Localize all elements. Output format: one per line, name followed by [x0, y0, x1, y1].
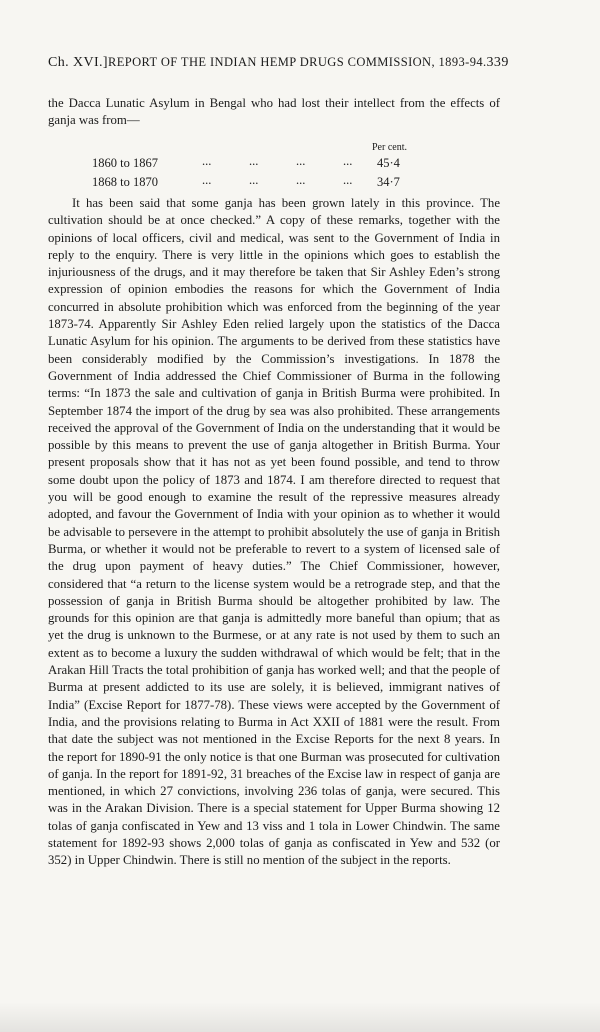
stat-row	[92, 156, 472, 172]
stat-row	[92, 175, 472, 191]
scan-shadow	[0, 1002, 600, 1032]
stat-value: 34·7	[377, 175, 400, 189]
percent-column-header: Per cent.	[372, 142, 407, 153]
stat-period: 1868 to 1870	[92, 175, 158, 189]
intro-paragraph: the Dacca Lunatic Asylum in Bengal who had lost their intellect from the effects of ganja was from—	[48, 96, 500, 127]
running-header	[48, 55, 509, 71]
report-title: REPORT OF THE INDIAN HEMP DRUGS COMMISSION, 1893-94.	[107, 55, 487, 69]
stat-period: 1860 to 1867	[92, 156, 158, 170]
chapter-label: Ch. XVI.]	[48, 55, 108, 70]
page-number: 339	[486, 55, 509, 70]
leader-dots: ... ... ... ...	[202, 154, 353, 168]
body-paragraph: It has been said that some ganja has been grown lately in this province. The cultivation should be at once checked.” A copy of these remarks, together with the opinions of local officers, civil and medical, was sent to the Government of India in reply to the enquiry. There is very little in the opinions which goes to establish the injuriousness of the drugs, and it may therefore be taken that Sir Ashley Eden’s strong expression of opinion embodies the reasons for which the Government of India concurred in absolute prohibition which was enforced from the beginning of the year 1873-74. Apparently Sir Ashley Eden relied largely upon the statistics of the Dacca Lunatic Asylum for his opinion. The arguments to be derived from these statistics have been considerably modified by the Commission’s investigations. In 1878 the Government of India addressed the Chief Commissioner of Burma in the following terms: “In 1873 the sale and cultivation of ganja in British Burma were prohibited. In September 1874 the import of the drug by sea was also prohibited. These arrangements received the approval of the Government of India on the understanding that it would be possible by this means to prevent the use of ganja altogether in British Burma. Your present proposals show that it has not as yet been found possible, and tend to throw some doubt upon the policy of 1873 and 1874. I am therefore directed to request that you will be good enough to examine the result of the repressive measures already adopted, and favour the Government of India with your opinion as to whether it would be advisable to persevere in the attempt to prohibit absolutely the use of ganja in British Burma, or whether it would not be preferable to revert to a system of licensed sale of the drug upon payment of heavy duties.” The Chief Commissioner, however, considered that “a return to the license system would be a retrograde step, and that the possession of ganja in British Burma should be altogether prohibited by law. The grounds for this opinion are that ganja is admittedly more baneful than opium; that as yet the drug is unknown to the Burmese, or at any rate is not used by them to such an extent as to become a luxury the sudden withdrawal of which would be felt; that in the Arakan Hill Tracts the total prohibition of ganja has worked well; and that the people of Burma at present addicted to its use are solely, it is believed, immigrant natives of India” (Excise Report for 1877-78). These views were accepted by the Government of India, and the provisions relating to Burma in Act XXII of 1881 were the result. From that date the subject was not mentioned in the Excise Reports for the next 8 years. In the report for 1890-91 the only notice is that one Burman was prosecuted for cultivation of ganja. In the report for 1891-92, 31 breaches of the Excise law in respect of ganja are mentioned, in which 27 convictions, involving 236 tolas of ganja, were secured. This was in the Arakan Division. There is a special statement for Upper Burma showing 12 tolas of ganja confiscated in Yew and 13 viss and 1 tola in Lower Chindwin. The same statement for 1892-93 shows 2,000 tolas of ganja as confiscated in Yew and 532 (or 352) in Upper Chindwin. There is still no mention of the subject in the reports.	[48, 196, 500, 868]
leader-dots: ... ... ... ...	[202, 173, 353, 187]
stat-value: 45·4	[377, 156, 400, 170]
